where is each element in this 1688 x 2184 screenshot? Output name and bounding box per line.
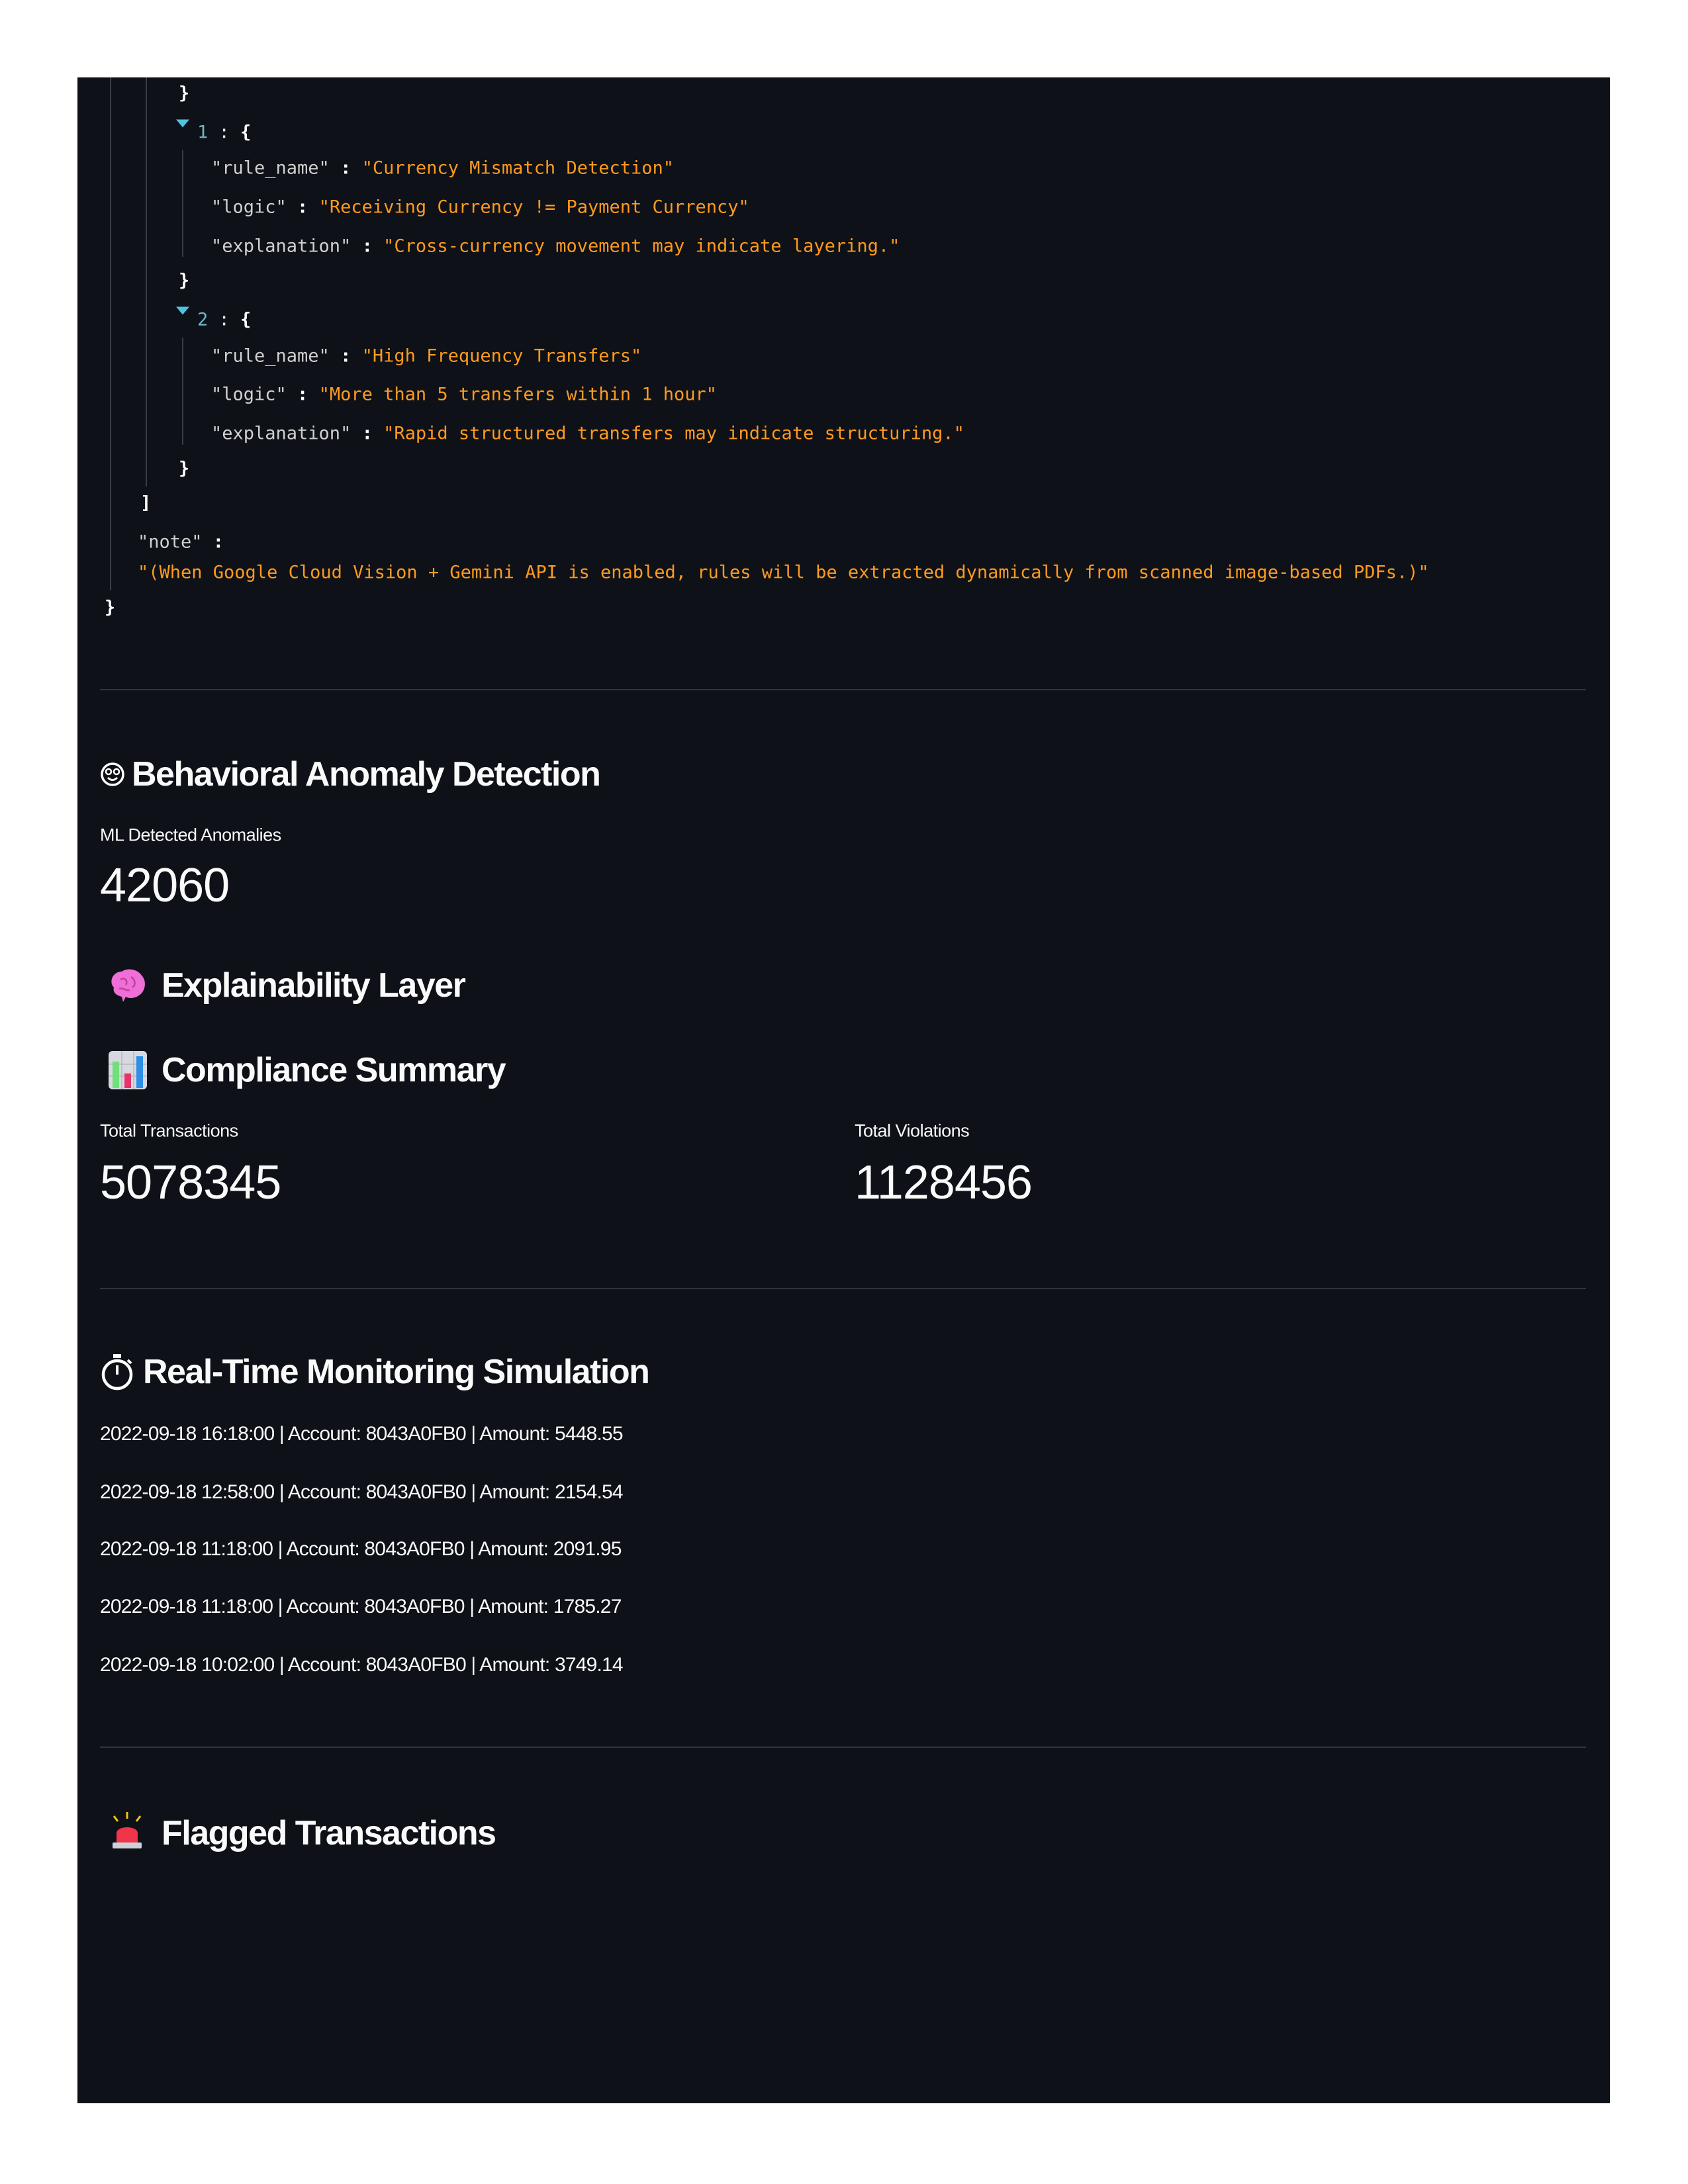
total-violations-label: Total Violations: [855, 1120, 970, 1141]
json-close-brace: }: [179, 270, 190, 291]
json-key: "note": [138, 531, 203, 553]
json-key: "explanation": [211, 423, 352, 444]
json-colon: :: [286, 384, 319, 405]
explainability-heading: Explainability Layer: [162, 966, 465, 1005]
json-value: "Receiving Currency != Payment Currency": [318, 197, 749, 218]
json-guide-line: [110, 77, 111, 590]
json-close-brace: }: [179, 83, 190, 104]
flagged-heading: Flagged Transactions: [162, 1814, 496, 1852]
siren-icon: [109, 1811, 146, 1850]
json-explanation-line: [211, 236, 900, 257]
json-close-bracket: ]: [140, 492, 152, 514]
total-transactions-value: 5078345: [100, 1156, 281, 1209]
collapse-triangle-icon[interactable]: [176, 120, 189, 128]
json-open-brace: {: [240, 309, 252, 330]
monitoring-row: 2022-09-18 10:02:00 | Account: 8043A0FB0 | Amount: 3749.14: [100, 1654, 623, 1676]
section-divider: [100, 1747, 1586, 1748]
monitoring-row: 2022-09-18 11:18:00 | Account: 8043A0FB0 | Amount: 1785.27: [100, 1596, 622, 1617]
json-colon: :: [329, 158, 362, 179]
json-colon: :: [286, 197, 319, 218]
json-key: "logic": [211, 197, 287, 218]
json-rule-1-toggle[interactable]: [176, 122, 251, 143]
json-colon: :: [351, 423, 384, 444]
json-key: "rule_name": [211, 345, 330, 367]
json-rule-name-line: [211, 158, 674, 179]
json-guide-line: [146, 77, 147, 486]
json-note-key-line: [138, 532, 234, 553]
section-divider: [100, 689, 1586, 690]
json-colon: :: [208, 122, 241, 143]
total-violations-value: 1128456: [855, 1156, 1032, 1209]
ml-anomalies-value: 42060: [100, 859, 230, 912]
json-index: 1: [197, 122, 209, 143]
stopwatch-icon: [100, 1353, 134, 1390]
total-transactions-label: Total Transactions: [100, 1120, 238, 1141]
monitoring-row: 2022-09-18 11:18:00 | Account: 8043A0FB0 | Amount: 2091.95: [100, 1538, 622, 1560]
json-logic-line: [211, 385, 717, 405]
json-value: "Currency Mismatch Detection": [361, 158, 674, 179]
compliance-heading: Compliance Summary: [162, 1051, 506, 1089]
brain-icon: [107, 968, 147, 1003]
json-guide-line: [182, 150, 183, 257]
monitoring-row: 2022-09-18 12:58:00 | Account: 8043A0FB0 | Amount: 2154.54: [100, 1481, 623, 1503]
json-index: 2: [197, 309, 209, 330]
json-guide-line: [182, 338, 183, 445]
monitoring-row: 2022-09-18 16:18:00 | Account: 8043A0FB0 | Amount: 5448.55: [100, 1423, 623, 1445]
json-key: "explanation": [211, 236, 352, 257]
face-icon: [100, 762, 125, 787]
json-key: "logic": [211, 384, 287, 405]
json-rule-2-toggle[interactable]: [176, 310, 251, 330]
json-colon: :: [202, 531, 235, 553]
json-logic-line: [211, 197, 749, 218]
section-divider: [100, 1288, 1586, 1289]
json-key: "rule_name": [211, 158, 330, 179]
behavioral-heading: Behavioral Anomaly Detection: [132, 755, 600, 794]
json-colon: :: [208, 309, 241, 330]
ml-anomalies-label: ML Detected Anomalies: [100, 825, 281, 845]
bar-chart-icon: [109, 1051, 147, 1089]
json-colon: :: [329, 345, 362, 367]
json-open-brace: {: [240, 122, 252, 143]
collapse-triangle-icon[interactable]: [176, 307, 189, 315]
monitoring-heading: Real-Time Monitoring Simulation: [143, 1353, 649, 1391]
json-colon: :: [351, 236, 384, 257]
json-explanation-line: [211, 424, 964, 444]
json-rule-name-line: [211, 346, 641, 367]
json-value: "Rapid structured transfers may indicate structuring.": [383, 423, 964, 444]
json-value: "High Frequency Transfers": [361, 345, 642, 367]
app-main-panel: [77, 77, 1610, 2103]
json-close-brace: }: [179, 458, 190, 479]
json-value: "Cross-currency movement may indicate layering.": [383, 236, 900, 257]
json-value: "More than 5 transfers within 1 hour": [318, 384, 718, 405]
json-note-value: "(When Google Cloud Vision + Gemini API is enabled, rules will be extracted dynamically from scanned image-based PDFs.)": [138, 562, 1429, 583]
json-close-brace: }: [105, 597, 116, 618]
